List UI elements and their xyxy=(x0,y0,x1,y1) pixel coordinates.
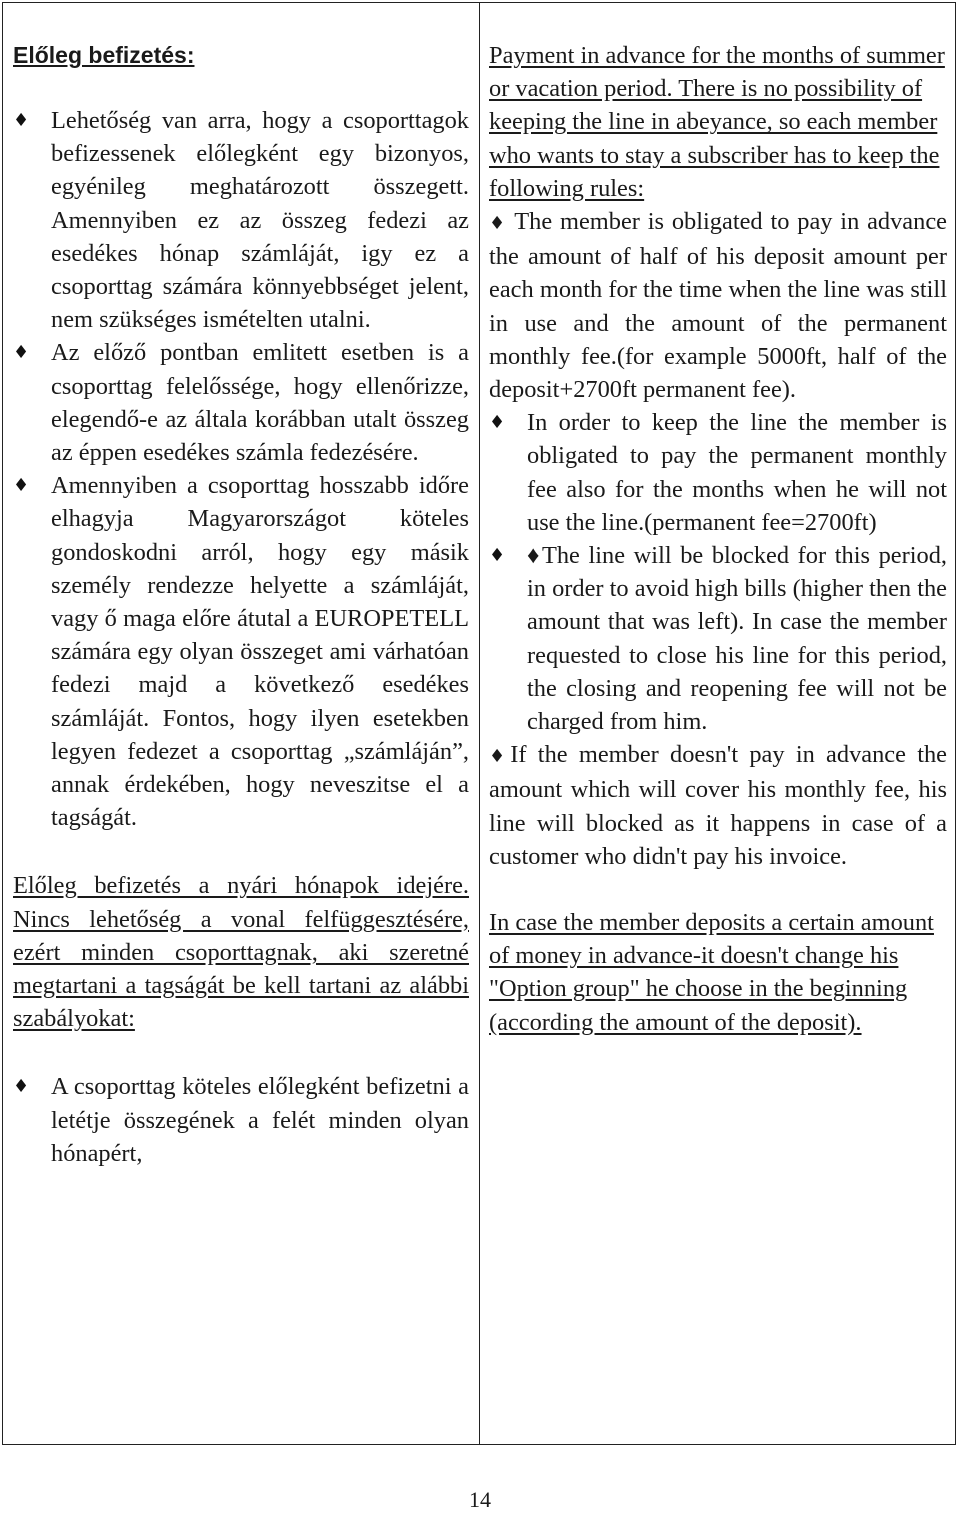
diamond-bullet-icon: ♦ xyxy=(489,412,506,434)
en-bullet-1 xyxy=(489,205,947,406)
hu-bullet-4-text: A csoporttag köteles előlegként befizetni a letétje összegének a felét minden olyan hónapért, xyxy=(51,1073,469,1167)
column-divider xyxy=(479,3,480,1444)
en-bullet-1-text: The member is obligated to pay in advance the amount of half of his deposit amount per each month for the time when the line was still in use and the amount of the permanent monthly fee.(for example 5000ft, half of the deposit+2700ft permanent fee). xyxy=(489,208,947,404)
hungarian-column xyxy=(3,3,479,1444)
hu-bullet-2-text: Az előző pontban emlitett esetben is a csoporttag felelőssége, hogy ellenőrizze, elegendő-e az általa korábban utalt összeg az éppen esedékes számla fedezésére. xyxy=(51,339,469,467)
list-item xyxy=(489,205,947,406)
en-bullet-2-text: In order to keep the line the member is obligated to pay the permanent monthly fee also for the months when he will not use the line.(permanent fee=2700ft) xyxy=(527,409,947,536)
english-column xyxy=(481,3,955,1444)
diamond-bullet-icon: ♦ xyxy=(13,475,30,497)
list-item xyxy=(489,738,947,873)
two-column-table xyxy=(2,2,956,1445)
list-item xyxy=(489,539,947,738)
list-item xyxy=(489,406,947,539)
list-item xyxy=(13,469,469,834)
hu-advance-payment-rules: Előleg befizetés a nyári hónapok idejére. Nincs lehetőség a vonal felfüggesztésére, ezért minden csoporttagnak, aki szeretné megtartani a tagságát be kell tartani az alábbi szabályokat: xyxy=(13,872,469,1033)
page-number: 14 xyxy=(469,1487,491,1512)
diamond-bullet-icon: ♦ xyxy=(13,342,30,364)
diamond-bullet-icon: ♦ xyxy=(13,110,30,131)
hu-bullet-3-text: Amennyiben a csoporttag hosszabb időre elhagyja Magyarországot köteles gondoskodni arról, hogy egy másik személy rendezze helyette a számláját, vagy ő maga előre átutal a EUROPETELL számára egy olyan összeget ami várhatóan fedezi majd a következő esedékes számláját. Fontos, hogy ilyen esetekben legyen fedezet a csoporttag „számláján”, annak érdekében, hogy neveszitse el a tagságát. xyxy=(51,472,469,832)
list-item xyxy=(13,336,469,469)
en-bullet-3-text: ♦The line will be blocked for this period, in order to avoid high bills (higher then the amount that was left). In case the member requested to close his line for this period, the closing and reopening fee will not be charged from him. xyxy=(527,542,947,736)
list-item xyxy=(13,1070,469,1170)
hu-bullet-1-text: Lehetőség van arra, hogy a csoporttagok befizessenek előlegként egy bizonyos, egyénileg meghatározott összegett. Amennyiben ez az összeg fedezi az esedékes hónap számláját, igy ez a csoporttag számára könnyebbséget jelent, nem szükséges ismételten utalni. xyxy=(51,107,469,334)
diamond-bullet-icon: ♦ xyxy=(489,746,511,768)
diamond-bullet-icon: ♦ xyxy=(489,213,507,235)
en-deposit-note: In case the member deposits a certain amount of money in advance-it doesn't change his "Option group" he choose in the beginning (according the amount of the deposit). xyxy=(489,909,934,1036)
diamond-bullet-icon: ♦ xyxy=(13,1076,30,1098)
diamond-bullet-icon: ♦ xyxy=(489,545,506,567)
en-bullet-4 xyxy=(489,738,947,873)
en-bullet-4-text: If the member doesn't pay in advance the amount which will cover his monthly fee, his line will blocked as it happens in case of a customer who didn't pay his invoice. xyxy=(489,741,947,870)
section-heading: Előleg befizetés: xyxy=(13,42,195,68)
en-advance-payment-intro: Payment in advance for the months of summer or vacation period. There is no possibility of keeping the line in abeyance, so each member who wants to stay a subscriber has to keep the following rules: xyxy=(489,42,945,202)
list-item xyxy=(13,104,469,336)
